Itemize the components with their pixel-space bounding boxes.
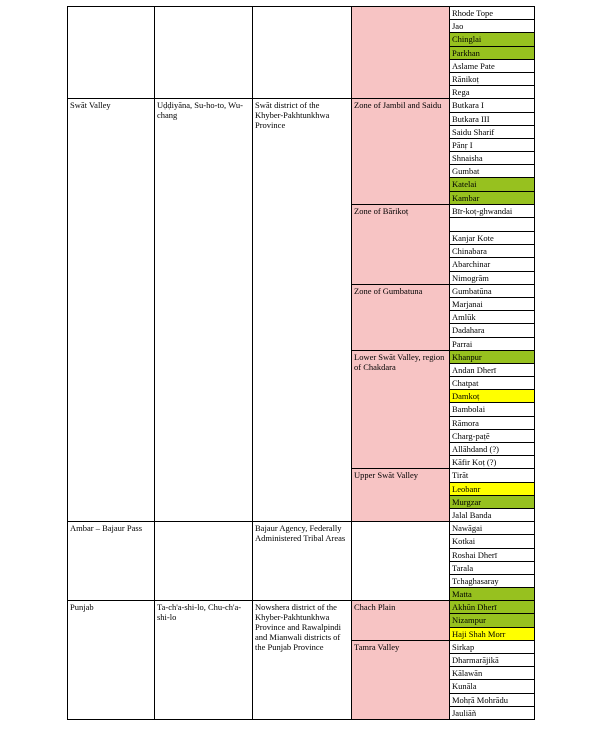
site-cell: Parrai (450, 337, 535, 350)
ancient-name-cell (155, 522, 253, 601)
site-cell: Rāmora (450, 416, 535, 429)
region-cell: Punjab (68, 601, 155, 720)
ancient-name-cell-empty (155, 7, 253, 99)
site-cell: Murgzar (450, 495, 535, 508)
site-cell: Gumbat (450, 165, 535, 178)
region-cell-empty (68, 7, 155, 99)
region-cell: Ambar – Bajaur Pass (68, 522, 155, 601)
site-cell: Kālawān (450, 667, 535, 680)
site-cell: Butkara I (450, 99, 535, 112)
site-cell: Jao (450, 20, 535, 33)
site-cell: Jalal Banda (450, 508, 535, 521)
site-cell: Damkoṭ (450, 390, 535, 403)
site-cell: Kanjar Kote (450, 232, 535, 245)
modern-location-cell: Bajaur Agency, Federally Administered Tribal Areas (253, 522, 352, 601)
site-cell: Chinabara (450, 245, 535, 258)
site-cell: Dharmarājikā (450, 654, 535, 667)
site-cell: Rānikoṭ (450, 72, 535, 85)
modern-location-cell: Swāt district of the Khyber-Pakhtunkhwa Province (253, 99, 352, 522)
zone-cell: Zone of Bārikoṭ (352, 204, 450, 284)
site-cell: Kunāla (450, 680, 535, 693)
site-cell: Amlūk (450, 311, 535, 324)
site-cell: Gumbatūna (450, 284, 535, 297)
zone-cell: Tamra Valley (352, 640, 450, 719)
site-cell: Saidu Sharif (450, 125, 535, 138)
modern-location-cell: Nowshera district of the Khyber-Pakhtunkhwa Province and Rawalpindi and Mianwali districts of the Punjab Province (253, 601, 352, 720)
site-cell: Abarchinar (450, 258, 535, 271)
zone-cell: Zone of Jambil and Saidu (352, 99, 450, 205)
site-cell: Aslame Pate (450, 59, 535, 72)
site-cell: Tarala (450, 561, 535, 574)
ancient-name-cell: Ta-ch'a-shi-lo, Chu-ch'a-shi-lo (155, 601, 253, 720)
zone-cell: Zone of Gumbatuna (352, 284, 450, 350)
site-cell: Akhūn Dherī (450, 601, 535, 614)
site-cell: Matta (450, 588, 535, 601)
site-cell: Nawāgai (450, 522, 535, 535)
site-cell: Butkara III (450, 112, 535, 125)
site-cell: Chinglai (450, 33, 535, 46)
modern-location-cell-empty (253, 7, 352, 99)
site-cell: Bambolai (450, 403, 535, 416)
site-cell: Jauliāñ (450, 706, 535, 719)
site-cell: Bīr-koṭ-ghwandai (450, 204, 535, 217)
zone-cell-empty (352, 7, 450, 99)
table-row (68, 7, 535, 20)
site-cell: Sirkap (450, 640, 535, 653)
site-cell: Nizampur (450, 614, 535, 627)
zone-cell: Lower Swāt Valley, region of Chakdara (352, 350, 450, 469)
site-cell: Leobanr (450, 482, 535, 495)
site-cell (450, 218, 535, 232)
site-cell: Kambar (450, 191, 535, 204)
zone-cell: Upper Swāt Valley (352, 469, 450, 522)
site-cell: Pānṛ I (450, 138, 535, 151)
sites-table (67, 6, 535, 720)
ancient-name-cell: Uḍḍiyāna, Su-ho-to, Wu-chang (155, 99, 253, 522)
site-cell: Rega (450, 86, 535, 99)
site-cell: Nimogrām (450, 271, 535, 284)
table-row (68, 99, 535, 112)
table-body (68, 7, 535, 720)
site-cell: Parkhan (450, 46, 535, 59)
zone-cell (352, 522, 450, 601)
zone-cell: Chach Plain (352, 601, 450, 641)
site-cell: Marjanai (450, 297, 535, 310)
site-cell: Khanpur (450, 350, 535, 363)
site-cell: Mohṛā Mohrādu (450, 693, 535, 706)
site-cell: Katelai (450, 178, 535, 191)
site-cell: Tirāt (450, 469, 535, 482)
site-cell: Chatpat (450, 377, 535, 390)
site-cell: Dadahara (450, 324, 535, 337)
site-cell: Andan Dherī (450, 363, 535, 376)
table-row (68, 601, 535, 614)
site-cell: Rhode Tope (450, 7, 535, 20)
site-cell: Allāhdand (?) (450, 443, 535, 456)
document-page (67, 6, 534, 740)
table-row (68, 522, 535, 535)
site-cell: Tchaghasaray (450, 574, 535, 587)
site-cell: Shnaisha (450, 152, 535, 165)
site-cell: Haji Shah Morr (450, 627, 535, 640)
site-cell: Kotkai (450, 535, 535, 548)
site-cell: Roshai Dherī (450, 548, 535, 561)
site-cell: Kāfir Koṭ (?) (450, 456, 535, 469)
site-cell: Charg-paṭē (450, 429, 535, 442)
region-cell: Swāt Valley (68, 99, 155, 522)
